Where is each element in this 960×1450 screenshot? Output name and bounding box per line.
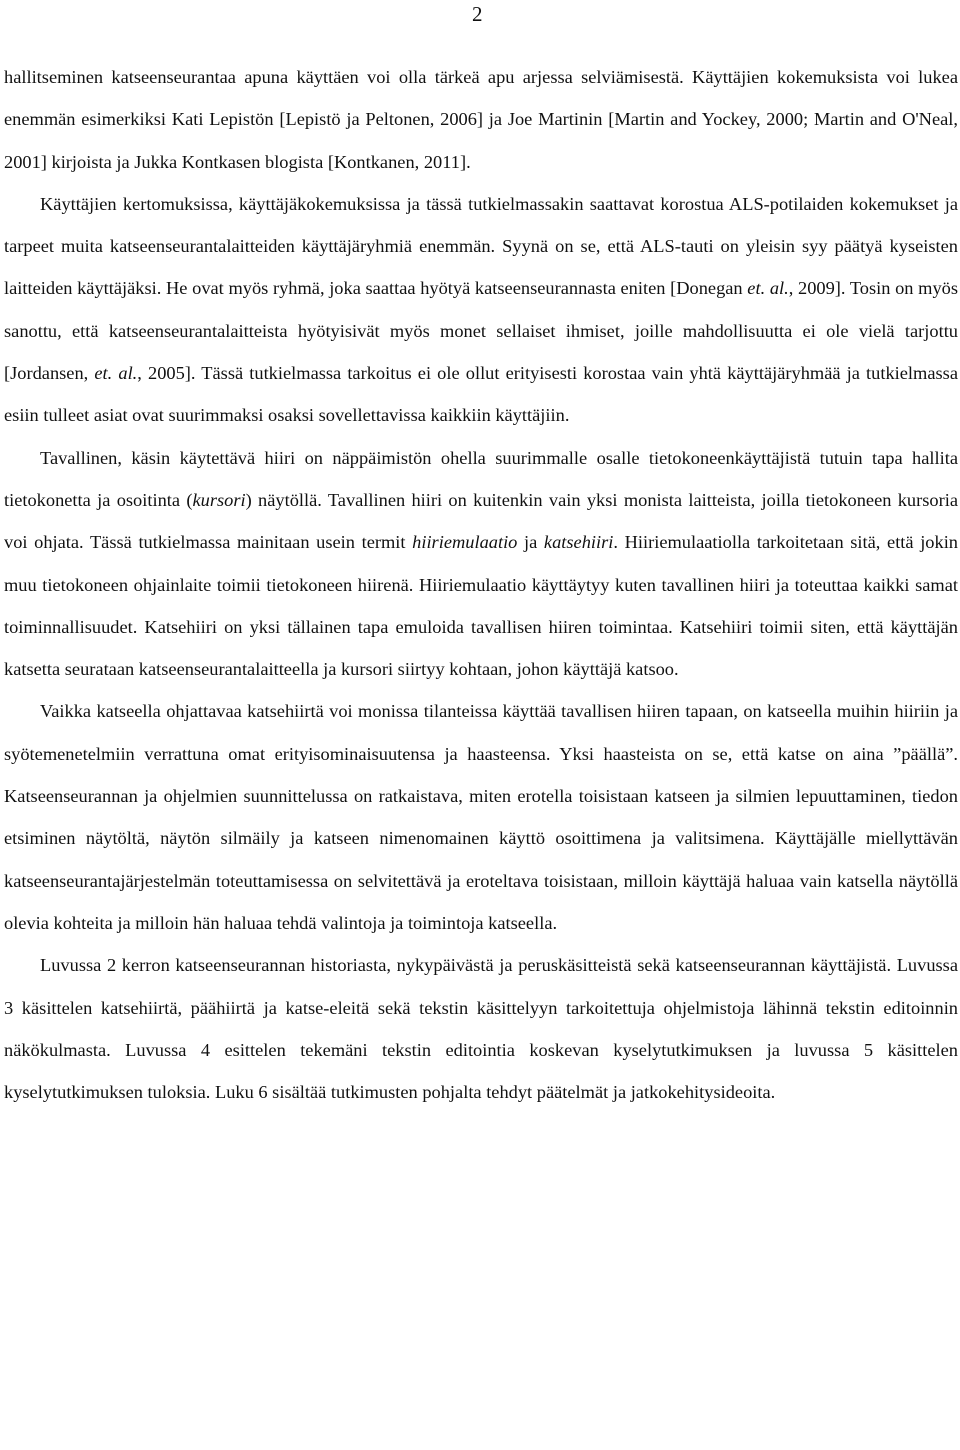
paragraph-2-text: , 2005]. Tässä tutkielmassa tarkoitus ei ole ollut erityisesti korostaa vain yhtä käyttäjäryhmää ja tutkielmassa esiin tulleet asiat ovat suurimmaksi osaksi sovellettavissa kaikkiin käyttäjiin. [4, 363, 958, 426]
paragraph-3-text: ja [517, 532, 544, 553]
citation-etal: et. al. [94, 363, 138, 384]
paragraph-4: Vaikka katseella ohjattavaa katsehiirtä voi monissa tilanteissa käyttää tavallisen hiiren tapaan, on katseella muihin hiiriin ja syötemenetelmiin verrattuna omat erityisominaisuutensa ja haasteensa. Yksi haasteista on se, että katse on aina ”päällä”. Katseenseurannan ja ohjelmien suunnittelussa on ratkaistava, miten erotella toisistaan katseen ja silmien lepuuttaminen, tiedon etsiminen näytöltä, näytön silmäily ja katseen nimenomainen käyttö osoittimena ja valitsimena. Käyttäjälle miellyttävän katseenseurantajärjestelmän toteuttamisessa on selvitettävä ja eroteltava toisistaan, milloin käyttäjä haluaa vain katsella näytöllä olevia kohteita ja milloin hän haluaa tehdä valintoja ja toimintoja katseella. [4, 701, 958, 933]
paragraph-3 [4, 437, 958, 691]
paragraph-2 [4, 183, 958, 437]
paragraph-5: Luvussa 2 kerron katseenseurannan historiasta, nykypäivästä ja peruskäsitteistä sekä katseenseurannan käyttäjistä. Luvussa 3 käsittelen katsehiirtä, päähiirtä ja katse-eleitä sekä tekstin käsittelyyn tarkoitettuja ohjelmistoja lähinnä tekstin editoinnin näkökulmasta. Luvussa 4 esittelen tekemäni tekstin editointia koskevan kyselytutkimuksen ja luvussa 5 käsittelen kyselytutkimuksen tuloksia. Luku 6 sisältää tutkimusten pohjalta tehdyt päätelmät ja jatkokehitysideoita. [4, 955, 958, 1103]
term-hiiriemulaatio: hiiriemulaatio [412, 532, 518, 553]
term-katsehiiri: katsehiiri [543, 532, 614, 553]
page-number: 2 [472, 2, 483, 26]
citation-etal: et. al. [747, 278, 789, 299]
paragraph-3-text: ) näytöllä. Tavallinen hiiri on kuitenkin vain yksi monista laitteista, joilla tietokoneen kursoria voi ohjata. Tässä tutkielmassa mainitaan usein termit [4, 489, 958, 553]
paragraph-3-text: Tavallinen, käsin käytettävä hiiri on näppäimistön ohella suurimmalle osalle tietokoneenkäyttäjistä tutuin tapa hallita tietokonetta ja osoitinta ( [4, 447, 958, 510]
paragraph-2-text: , 2009]. Tosin on myös sanottu, että katseenseurantalaitteista hyötyisivät myös monet sellaiset ihmiset, joille mahdollisuutta ei ole vielä tarjottu [Jordansen, [4, 278, 958, 384]
term-kursori: kursori [192, 489, 246, 510]
paragraph-1: hallitseminen katseenseurantaa apuna käyttäen voi olla tärkeä apu arjessa selviämisestä. Käyttäjien kokemuksista voi lukea enemmän esimerkiksi Kati Lepistön [Lepistö ja Peltonen, 2006] ja Joe Martinin [Martin and Yockey, 2000; Martin and O'Neal, 2001] kirjoista ja Jukka Kontkasen blogista [Kontkanen, 2011]. [4, 67, 958, 172]
document-body [4, 56, 958, 1113]
paragraph-3-text: . Hiiriemulaatiolla tarkoitetaan sitä, että jokin muu tietokoneen ohjainlaite toimii tietokoneen hiirenä. Hiiriemulaatio käyttäytyy kuten tavallinen hiiri ja toteuttaa kaikki samat toiminnallisuudet. Katsehiiri on yksi tällainen tapa emuloida tavallisen hiiren toimintaa. Katsehiiri toimii siten, että käyttäjän katsetta seurataan katseenseurantalaitteella ja kursori siirtyy kohtaan, johon käyttäjä katsoo. [4, 532, 959, 680]
paragraph-2-text: Käyttäjien kertomuksissa, käyttäjäkokemuksissa ja tässä tutkielmassakin saattavat korostua ALS-potilaiden kokemukset ja tarpeet muita katseenseurantalaitteiden käyttäjäryhmiä enemmän. Syynä on se, että ALS-tauti on yleisin syy päätyä kyseisten laitteiden käyttäjäksi. He ovat myös ryhmä, joka saattaa hyötyä katseenseurannasta eniten [Donegan [4, 193, 958, 299]
